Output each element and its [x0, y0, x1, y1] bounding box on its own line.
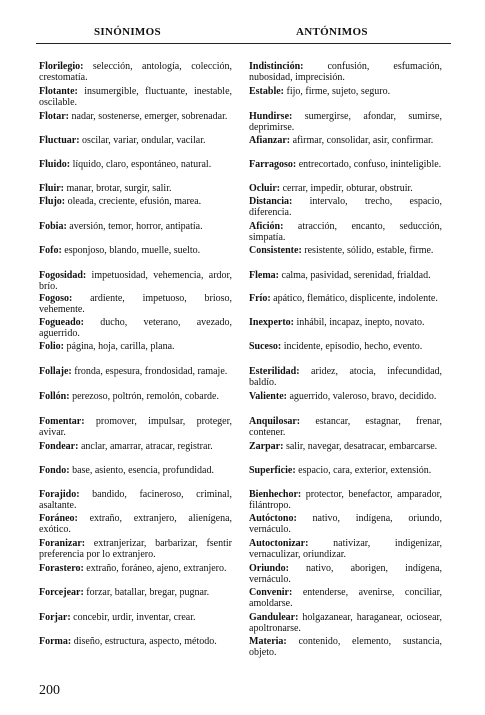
headword: Bienhechor:: [249, 489, 302, 500]
left-entry: [39, 490, 232, 511]
definition: página, hoja, carilla, plana.: [66, 341, 175, 352]
headword: Fluctuar:: [39, 135, 80, 146]
right-entry: [249, 392, 442, 403]
headword: Estable:: [249, 86, 284, 97]
definition: extraño, extranjero, alienígena, exótico.: [39, 513, 233, 535]
antonyms-heading: ANTÓNIMOS: [296, 26, 368, 38]
headword: Forastero:: [39, 563, 84, 574]
headword: Distancia:: [249, 196, 293, 207]
left-entry: [39, 539, 232, 560]
definition: insumergible, fluctuante, inestable, oscilable.: [39, 86, 233, 108]
headword: Flema:: [249, 270, 279, 281]
definition: afirmar, consolidar, asir, confirmar.: [292, 135, 434, 146]
headword: Oriundo:: [249, 563, 290, 574]
right-entry: [249, 112, 442, 133]
left-entry: [39, 466, 232, 477]
left-entry: [39, 222, 232, 233]
left-entry: [39, 392, 232, 403]
left-entry: [39, 246, 232, 257]
definition: base, asiento, esencia, profundidad.: [72, 465, 214, 476]
headword: Fluido:: [39, 159, 71, 170]
definition: diseño, estructura, aspecto, método.: [73, 636, 217, 647]
right-entry: [249, 222, 442, 243]
definition: nativizar, indigenizar, vernaculizar, oriundizar.: [249, 538, 442, 560]
definition: nadar, sostenerse, emerger, sobrenadar.: [71, 111, 228, 122]
right-entry: [249, 294, 442, 305]
definition: salir, navegar, desatracar, embarcarse.: [285, 441, 438, 452]
definition: esponjoso, blando, muelle, suelto.: [64, 245, 201, 256]
headword: Fondear:: [39, 441, 79, 452]
right-entry: [249, 87, 442, 98]
left-entry: [39, 112, 232, 123]
definition: sumergirse, afondar, sumirse, deprimirse.: [249, 111, 442, 133]
headword: Follón:: [39, 391, 70, 402]
headword: Fluir:: [39, 183, 64, 194]
right-entry: [249, 490, 442, 511]
headword: Gandulear:: [249, 612, 299, 623]
right-entry: [249, 417, 442, 438]
headword: Anquilosar:: [249, 416, 301, 427]
definition: inhábil, incapaz, inepto, novato.: [296, 317, 425, 328]
headword: Ocluir:: [249, 183, 281, 194]
definition: bandido, facineroso, criminal, asaltante.: [39, 489, 233, 511]
definition: resistente, sólido, estable, firme.: [304, 245, 434, 256]
headword: Frío:: [249, 293, 271, 304]
right-entry: [249, 318, 442, 329]
headword: Autoctonizar:: [249, 538, 309, 549]
headword: Fogueado:: [39, 317, 84, 328]
right-entry: [249, 514, 442, 535]
definition: promover, impulsar, proteger, avivar.: [39, 416, 232, 438]
left-entry: [39, 564, 232, 575]
left-entry: [39, 514, 232, 535]
headword: Indistinción:: [249, 61, 304, 72]
left-entry: [39, 367, 232, 378]
headword: Folio:: [39, 341, 64, 352]
headword: Superficie:: [249, 465, 296, 476]
headword: Forajido:: [39, 489, 80, 500]
definition: ducho, veterano, avezado, aguerrido.: [39, 317, 232, 339]
headword: Inexperto:: [249, 317, 294, 328]
headword: Hundirse:: [249, 111, 293, 122]
definition: extranjerizar, barbarizar, fsentir preferencia por lo extranjero.: [39, 538, 232, 560]
synonyms-heading: SINÓNIMOS: [94, 26, 161, 38]
headword: Fomentar:: [39, 416, 85, 427]
right-entry: [249, 367, 442, 388]
left-entry: [39, 442, 232, 453]
definition: forzar, batallar, bregar, pugnar.: [86, 587, 210, 598]
headword: Esterilidad:: [249, 366, 300, 377]
definition: atracción, encanto, seducción, simpatía.: [249, 221, 442, 243]
headword: Zarpar:: [249, 441, 284, 452]
left-entry: [39, 417, 232, 438]
right-entry: [249, 539, 442, 560]
right-entry: [249, 136, 442, 147]
definition: holgazanear, haraganear, ociosear, apoltronarse.: [249, 612, 442, 634]
definition: perezoso, poltrón, remolón, cobarde.: [72, 391, 219, 402]
right-entry: [249, 442, 442, 453]
right-entry: [249, 342, 442, 353]
left-entry: [39, 294, 232, 315]
definition: anclar, amarrar, atracar, registrar.: [80, 441, 213, 452]
definition: entenderse, avenirse, conciliar, amoldarse.: [249, 587, 442, 609]
left-entry: [39, 160, 232, 171]
headword: Foranizar:: [39, 538, 86, 549]
headword: Convenir:: [249, 587, 293, 598]
definition: líquido, claro, espontáneo, natural.: [72, 159, 212, 170]
page-number: 200: [39, 683, 60, 698]
right-entry: [249, 637, 442, 658]
definition: oscilar, variar, ondular, vacilar.: [82, 135, 206, 146]
definition: contenido, elemento, sustancia, objeto.: [249, 636, 442, 658]
definition: concebir, urdir, inventar, crear.: [73, 612, 196, 623]
definition: protector, benefactor, amparador, filántropo.: [249, 489, 443, 511]
definition: entrecortado, confuso, ininteligible.: [298, 159, 442, 170]
definition: incidente, episodio, hecho, evento.: [283, 341, 423, 352]
definition: oleada, creciente, efusión, marea.: [67, 196, 202, 207]
definition: ardiente, impetuoso, brioso, vehemente.: [39, 293, 232, 315]
headword: Flotar:: [39, 111, 69, 122]
headword: Autóctono:: [249, 513, 297, 524]
definition: selección, antología, colección, crestomatía.: [39, 61, 233, 83]
left-entry: [39, 184, 232, 195]
left-entry: [39, 342, 232, 353]
headword: Florilegio:: [39, 61, 84, 72]
headword: Afición:: [249, 221, 284, 232]
right-entry: [249, 613, 442, 634]
left-entry: [39, 271, 232, 292]
left-entry: [39, 87, 232, 108]
left-entry: [39, 613, 232, 624]
right-entry: [249, 271, 442, 282]
right-entry: [249, 184, 442, 195]
definition: nativo, indígena, oriundo, vernáculo.: [249, 513, 443, 535]
headword: Flotante:: [39, 86, 78, 97]
left-entry: [39, 637, 232, 648]
headword: Suceso:: [249, 341, 282, 352]
definition: impetuosidad, vehemencia, ardor, brío.: [39, 270, 232, 292]
definition: extraño, foráneo, ajeno, extranjero.: [86, 563, 227, 574]
headword: Flujo:: [39, 196, 66, 207]
headword: Fogoso:: [39, 293, 73, 304]
headword: Fofo:: [39, 245, 62, 256]
headword: Valiente:: [249, 391, 287, 402]
definition: manar, brotar, surgir, salir.: [66, 183, 172, 194]
definition: calma, pasividad, serenidad, frialdad.: [281, 270, 431, 281]
definition: aguerrido, valeroso, bravo, decidido.: [289, 391, 437, 402]
headword: Forcejear:: [39, 587, 84, 598]
definition: aversión, temor, horror, antipatía.: [69, 221, 203, 232]
right-entry: [249, 588, 442, 609]
right-entry: [249, 62, 442, 83]
definition: estancar, estagnar, frenar, contener.: [249, 416, 442, 438]
left-entry: [39, 62, 232, 83]
definition: aridez, atocia, infecundidad, baldío.: [249, 366, 443, 388]
headword: Fondo:: [39, 465, 70, 476]
left-entry: [39, 197, 232, 208]
right-entry: [249, 246, 442, 257]
headword: Consistente:: [249, 245, 302, 256]
definition: cerrar, impedir, obturar, obstruir.: [282, 183, 413, 194]
headword: Forma:: [39, 636, 72, 647]
right-entry: [249, 197, 442, 218]
headword: Afianzar:: [249, 135, 291, 146]
right-entry: [249, 564, 442, 585]
headword: Foráneo:: [39, 513, 78, 524]
headword: Fobia:: [39, 221, 67, 232]
definition: nativo, aborigen, indígena, vernáculo.: [249, 563, 443, 585]
definition: fijo, firme, sujeto, seguro.: [286, 86, 391, 97]
right-entry: [249, 160, 442, 171]
headword: Forjar:: [39, 612, 71, 623]
headword: Materia:: [249, 636, 287, 647]
headword: Follaje:: [39, 366, 72, 377]
left-entry: [39, 318, 232, 339]
definition: confusión, esfumación, nubosidad, imprecisión.: [249, 61, 442, 83]
headword: Fogosidad:: [39, 270, 87, 281]
definition: fronda, espesura, frondosidad, ramaje.: [74, 366, 228, 377]
right-entry: [249, 466, 442, 477]
left-entry: [39, 136, 232, 147]
definition: apático, flemático, displicente, indolente.: [273, 293, 438, 304]
column-header: [36, 23, 451, 44]
left-entry: [39, 588, 232, 599]
definition: intervalo, trecho, espacio, diferencia.: [249, 196, 443, 218]
definition: espacio, cara, exterior, extensión.: [298, 465, 432, 476]
headword: Farragoso:: [249, 159, 297, 170]
